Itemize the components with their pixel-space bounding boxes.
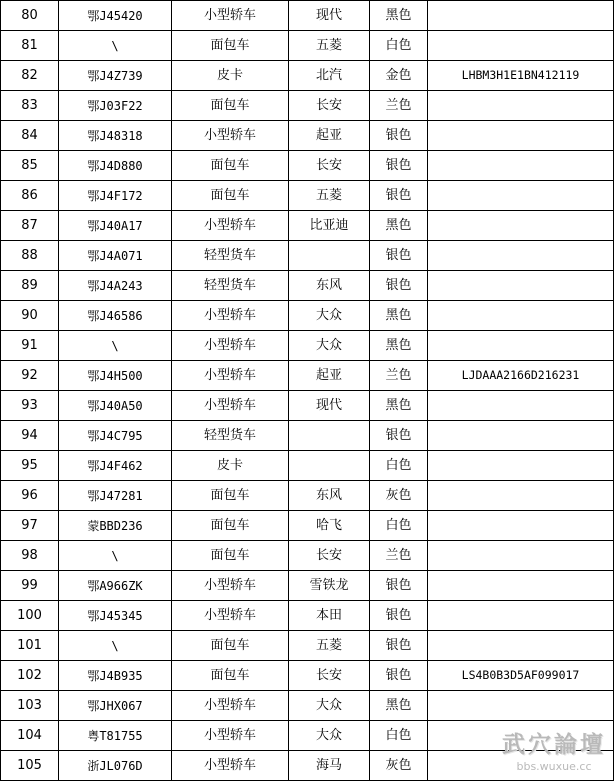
- cell-vin: [428, 391, 614, 421]
- cell-plate: 鄂J4A243: [59, 271, 172, 301]
- cell-color: 白色: [370, 721, 428, 751]
- table-row: [1, 511, 614, 541]
- cell-plate: 鄂A966ZK: [59, 571, 172, 601]
- cell-plate: 鄂J45345: [59, 601, 172, 631]
- cell-plate: 鄂J40A50: [59, 391, 172, 421]
- cell-color: 黑色: [370, 691, 428, 721]
- cell-plate: 鄂J4D880: [59, 151, 172, 181]
- table-row: [1, 421, 614, 451]
- cell-vin: [428, 571, 614, 601]
- cell-brand: 现代: [289, 391, 370, 421]
- cell-color: 银色: [370, 421, 428, 451]
- cell-brand: [289, 451, 370, 481]
- table-row: [1, 481, 614, 511]
- cell-index: 98: [1, 541, 59, 571]
- cell-index: 100: [1, 601, 59, 631]
- cell-index: 83: [1, 91, 59, 121]
- cell-plate: 鄂J4F172: [59, 181, 172, 211]
- cell-vehicle-type: 小型轿车: [172, 601, 289, 631]
- cell-index: 90: [1, 301, 59, 331]
- cell-vin: [428, 301, 614, 331]
- cell-plate: 鄂J45420: [59, 1, 172, 31]
- cell-plate: 鄂J4B935: [59, 661, 172, 691]
- cell-color: 黑色: [370, 211, 428, 241]
- cell-vin: [428, 451, 614, 481]
- cell-plate: 鄂J46586: [59, 301, 172, 331]
- cell-brand: 雪铁龙: [289, 571, 370, 601]
- cell-brand: 起亚: [289, 121, 370, 151]
- cell-index: 85: [1, 151, 59, 181]
- cell-plate: 鄂J03F22: [59, 91, 172, 121]
- table-row: [1, 661, 614, 691]
- cell-vehicle-type: 小型轿车: [172, 1, 289, 31]
- table-row: [1, 1, 614, 31]
- cell-vehicle-type: 面包车: [172, 31, 289, 61]
- table-row: [1, 121, 614, 151]
- table-row: [1, 721, 614, 751]
- cell-vehicle-type: 皮卡: [172, 451, 289, 481]
- cell-color: 白色: [370, 451, 428, 481]
- cell-vin: [428, 481, 614, 511]
- cell-brand: 现代: [289, 1, 370, 31]
- cell-index: 81: [1, 31, 59, 61]
- cell-brand: 东风: [289, 481, 370, 511]
- cell-brand: 五菱: [289, 181, 370, 211]
- cell-color: 兰色: [370, 361, 428, 391]
- cell-index: 92: [1, 361, 59, 391]
- cell-vin: [428, 271, 614, 301]
- table-row: [1, 601, 614, 631]
- cell-index: 103: [1, 691, 59, 721]
- cell-vehicle-type: 轻型货车: [172, 241, 289, 271]
- cell-brand: 五菱: [289, 631, 370, 661]
- cell-plate: 鄂J4A071: [59, 241, 172, 271]
- cell-vin: [428, 91, 614, 121]
- table-row: [1, 181, 614, 211]
- cell-index: 93: [1, 391, 59, 421]
- cell-brand: 长安: [289, 91, 370, 121]
- cell-index: 104: [1, 721, 59, 751]
- cell-vin: [428, 331, 614, 361]
- cell-vin: [428, 511, 614, 541]
- cell-vin: [428, 211, 614, 241]
- cell-brand: 长安: [289, 541, 370, 571]
- cell-plate: 鄂J48318: [59, 121, 172, 151]
- cell-brand: 大众: [289, 691, 370, 721]
- table-row: [1, 211, 614, 241]
- cell-vin: [428, 631, 614, 661]
- table-row: [1, 571, 614, 601]
- cell-plate: \: [59, 331, 172, 361]
- cell-color: 金色: [370, 61, 428, 91]
- cell-color: 银色: [370, 661, 428, 691]
- cell-plate: \: [59, 541, 172, 571]
- vehicle-table-body: [1, 1, 614, 781]
- cell-vehicle-type: 小型轿车: [172, 391, 289, 421]
- cell-index: 91: [1, 331, 59, 361]
- cell-color: 兰色: [370, 91, 428, 121]
- cell-vin: LHBM3H1E1BN412119: [428, 61, 614, 91]
- cell-vin: LJDAAA2166D216231: [428, 361, 614, 391]
- cell-color: 银色: [370, 121, 428, 151]
- cell-color: 银色: [370, 241, 428, 271]
- cell-index: 89: [1, 271, 59, 301]
- cell-plate: 蒙BBD236: [59, 511, 172, 541]
- cell-index: 80: [1, 1, 59, 31]
- cell-index: 97: [1, 511, 59, 541]
- cell-color: 黑色: [370, 331, 428, 361]
- cell-color: 兰色: [370, 541, 428, 571]
- cell-brand: 海马: [289, 751, 370, 781]
- cell-vehicle-type: 面包车: [172, 151, 289, 181]
- cell-plate: 粤T81755: [59, 721, 172, 751]
- cell-vin: [428, 1, 614, 31]
- cell-brand: 东风: [289, 271, 370, 301]
- cell-plate: 鄂J4F462: [59, 451, 172, 481]
- cell-color: 银色: [370, 181, 428, 211]
- watermark-title: 武穴論壇: [502, 731, 606, 758]
- cell-brand: 大众: [289, 331, 370, 361]
- cell-color: 银色: [370, 271, 428, 301]
- cell-plate: 鄂J4Z739: [59, 61, 172, 91]
- table-row: [1, 391, 614, 421]
- cell-vin: [428, 181, 614, 211]
- cell-brand: 大众: [289, 301, 370, 331]
- cell-index: 95: [1, 451, 59, 481]
- cell-vehicle-type: 轻型货车: [172, 421, 289, 451]
- cell-brand: 起亚: [289, 361, 370, 391]
- table-row: [1, 91, 614, 121]
- cell-vehicle-type: 小型轿车: [172, 361, 289, 391]
- cell-vehicle-type: 小型轿车: [172, 301, 289, 331]
- cell-vehicle-type: 面包车: [172, 661, 289, 691]
- cell-color: 银色: [370, 151, 428, 181]
- cell-brand: [289, 241, 370, 271]
- cell-color: 白色: [370, 511, 428, 541]
- cell-brand: 比亚迪: [289, 211, 370, 241]
- cell-brand: 长安: [289, 151, 370, 181]
- cell-plate: 浙JL076D: [59, 751, 172, 781]
- cell-vehicle-type: 小型轿车: [172, 211, 289, 241]
- cell-plate: 鄂J4C795: [59, 421, 172, 451]
- cell-index: 105: [1, 751, 59, 781]
- cell-vin: [428, 151, 614, 181]
- cell-vin: [428, 541, 614, 571]
- cell-index: 96: [1, 481, 59, 511]
- table-row: [1, 61, 614, 91]
- cell-brand: 本田: [289, 601, 370, 631]
- cell-index: 82: [1, 61, 59, 91]
- cell-vehicle-type: 面包车: [172, 631, 289, 661]
- table-row: [1, 691, 614, 721]
- cell-brand: 五菱: [289, 31, 370, 61]
- cell-color: 银色: [370, 601, 428, 631]
- cell-brand: 哈飞: [289, 511, 370, 541]
- table-row: [1, 631, 614, 661]
- cell-index: 86: [1, 181, 59, 211]
- cell-brand: 长安: [289, 661, 370, 691]
- cell-plate: 鄂J47281: [59, 481, 172, 511]
- table-row: [1, 31, 614, 61]
- cell-plate: \: [59, 31, 172, 61]
- cell-plate: \: [59, 631, 172, 661]
- cell-vin: LS4B0B3D5AF099017: [428, 661, 614, 691]
- table-row: [1, 151, 614, 181]
- table-row: [1, 451, 614, 481]
- table-row: [1, 301, 614, 331]
- cell-vin: [428, 421, 614, 451]
- cell-brand: 北汽: [289, 61, 370, 91]
- cell-vin: [428, 721, 614, 751]
- cell-color: 灰色: [370, 481, 428, 511]
- cell-plate: 鄂J4H500: [59, 361, 172, 391]
- cell-color: 黑色: [370, 1, 428, 31]
- cell-vehicle-type: 面包车: [172, 511, 289, 541]
- cell-index: 84: [1, 121, 59, 151]
- cell-vehicle-type: 面包车: [172, 181, 289, 211]
- cell-color: 黑色: [370, 391, 428, 421]
- cell-vehicle-type: 面包车: [172, 91, 289, 121]
- cell-vehicle-type: 小型轿车: [172, 751, 289, 781]
- cell-brand: [289, 421, 370, 451]
- cell-color: 白色: [370, 31, 428, 61]
- table-row: [1, 241, 614, 271]
- table-row: [1, 271, 614, 301]
- cell-color: 银色: [370, 571, 428, 601]
- table-row: [1, 751, 614, 781]
- cell-vehicle-type: 小型轿车: [172, 331, 289, 361]
- cell-plate: 鄂JHX067: [59, 691, 172, 721]
- cell-vin: [428, 601, 614, 631]
- table-row: [1, 331, 614, 361]
- cell-vehicle-type: 小型轿车: [172, 121, 289, 151]
- cell-index: 101: [1, 631, 59, 661]
- cell-vin: [428, 31, 614, 61]
- cell-vehicle-type: 小型轿车: [172, 691, 289, 721]
- cell-plate: 鄂J40A17: [59, 211, 172, 241]
- cell-vin: [428, 751, 614, 781]
- cell-vehicle-type: 面包车: [172, 541, 289, 571]
- table-row: [1, 541, 614, 571]
- cell-vin: [428, 241, 614, 271]
- cell-color: 灰色: [370, 751, 428, 781]
- cell-index: 99: [1, 571, 59, 601]
- cell-vehicle-type: 小型轿车: [172, 721, 289, 751]
- table-row: [1, 361, 614, 391]
- cell-color: 银色: [370, 631, 428, 661]
- cell-vehicle-type: 面包车: [172, 481, 289, 511]
- cell-vehicle-type: 小型轿车: [172, 571, 289, 601]
- cell-index: 87: [1, 211, 59, 241]
- cell-vin: [428, 121, 614, 151]
- cell-vin: [428, 691, 614, 721]
- cell-brand: 大众: [289, 721, 370, 751]
- cell-vehicle-type: 轻型货车: [172, 271, 289, 301]
- cell-index: 88: [1, 241, 59, 271]
- cell-color: 黑色: [370, 301, 428, 331]
- cell-vehicle-type: 皮卡: [172, 61, 289, 91]
- watermark-url: bbs.wuxue.cc: [516, 760, 592, 773]
- cell-index: 102: [1, 661, 59, 691]
- cell-index: 94: [1, 421, 59, 451]
